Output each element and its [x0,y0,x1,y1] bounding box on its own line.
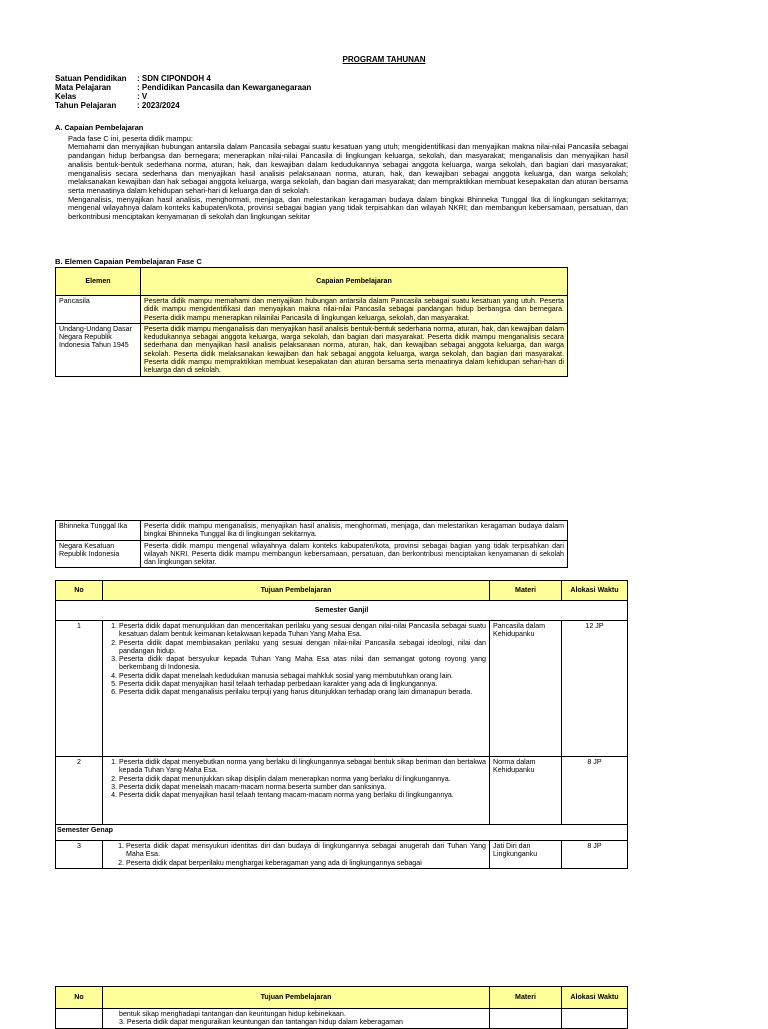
tujuan-cell [103,757,490,825]
semester-genap-label: Semester Genap [56,825,628,841]
tujuan-table-continued [55,986,628,1029]
identity-label: Satuan Pendidikan [55,74,127,83]
no-header: No [56,987,103,1009]
alokasi-cell: 12 JP [562,621,628,757]
elemen-table-continued [55,520,568,568]
identity-row [55,101,311,110]
identity-row [55,92,311,101]
list-item [119,1018,486,1026]
list-item: 1. Peserta didik dapat menunjukkan dan menceritakan perilaku yang sesuai dengan nilai-nilai Pancasila sebagai suatu kesatuan dalam bentuk keimanan ketakwaan kepada Tuhan Yang Maha Esa. [119,622,486,639]
materi-cell: Jati Diri dan Lingkunganku [490,841,562,869]
tujuan-cell [103,1009,490,1029]
materi-header: Materi [490,581,562,601]
no-cell: 2 [56,757,103,825]
materi-header: Materi [490,987,562,1009]
table-row [56,323,568,376]
identity-value: : SDN CIPONDOH 4 [137,74,211,83]
list-text: Peserta didik dapat menguraikan keuntungan dan tantangan hidup dalam keberagaman [126,1018,403,1027]
elemen-cell: Negara Kesatuan Republik Indonesia [56,540,141,568]
list-item: 2. Peserta didik dapat membiasakan perilaku yang sesuai dengan nilai-nilai Pancasila sebagai ideologi, nilai dan pandangan hidup. [119,639,486,656]
table-row [56,540,568,568]
tujuan-cell [103,621,490,757]
list-item: 3. Peserta didik dapat bersyukur kepada Tuhan Yang Maha Esa atas nilai dan semangat gotong royong yang berkembang di Indonesia. [119,655,486,672]
list-number: 3. [119,1018,125,1027]
elemen-header: Elemen [56,268,141,296]
section-a-heading: A. Capaian Pembelajaran [55,123,144,132]
list-item: 5. Peserta didik dapat menyajikan hasil telaah terhadap perbedaan karakter yang ada di lingkungannya. [119,680,486,688]
no-cell: 1 [56,621,103,757]
materi-cell: Norma dalam Kehidupanku [490,757,562,825]
elemen-table [55,267,568,377]
capaian-cell: Peserta didik mampu memahami dan menyajikan hubungan antarsila dalam Pancasila sebagai suatu kesatuan yang utuh. Peserta didik mampu mengidentifikasi dan menyajikan makna nilai-nilai Pancasila sebagai pandangan hidup berbangsa dan bernegara. Peserta didik mampu menerapkan nilainilai Pancasila di lingkungan keluarga, sekolah, dan masyarakat. [141,296,568,324]
table-row [56,1009,628,1029]
list-item: 6. Peserta didik dapat menganalisis perilaku terpuji yang harus ditunjukkan terhadap orang lain dimanapun berada. [119,688,486,696]
elemen-cell: Undang-Undang Dasar Negara Republik Indonesia Tahun 1945 [56,323,141,376]
no-cell [56,1009,103,1029]
table-row [56,841,628,869]
identity-label: Kelas [55,92,77,101]
list-item: 1. Peserta didik dapat mensyukuri identitas diri dan budaya di lingkungannya sebagai anugerah dari Tuhan Yang Maha Esa. [126,842,486,859]
section-a-paragraph: Menganalisis, menyajikan hasil analisis, menghormati, menjaga, dan melestarikan keragaman budaya dalam bingkai Bhinneka Tunggal Ika di lingkungan sekitarnya; mengenal wilayahnya dalam konteks kabupaten/kota, provinsi sebagai bagian yang tidak terpisahkan dari wilayah NKRI; dan membangun kebersamaan, persatuan, dan berkontribusi menciptakan kenyamanan di sekolah dan lingkungan sekitar [68,194,628,222]
identity-row [55,74,311,83]
identity-row [55,83,311,92]
list-item: 1. Peserta didik dapat menyebutkan norma yang berlaku di lingkungannya sebagai bentuk sikap beriman dan bertakwa kepada Tuhan Yang Maha Esa. [119,758,486,775]
list-item: 4. Peserta didik dapat menyajikan hasil telaah tentang macam-macam norma yang berlaku di lingkungannya. [119,791,486,799]
materi-cell [490,1009,562,1029]
section-capaian [55,124,628,222]
alokasi-cell: 8 JP [562,841,628,869]
identity-label: Mata Pelajaran [55,83,112,92]
table-row [56,621,628,757]
capaian-header: Capaian Pembelajaran [141,268,568,296]
capaian-cell: Peserta didik mampu mengenal wilayahnya dalam konteks kabupaten/kota, provinsi sebagai bagian yang tidak terpisahkan dari wilayah NKRI. Peserta didik mampu membangun kebersamaan, persatuan, dan berkontribusi menciptakan kenyamanan di sekolah dan lingkungan sekitar. [141,540,568,568]
elemen-cell: Bhinneka Tunggal Ika [56,521,141,541]
tujuan-table [55,580,628,869]
capaian-cell: Peserta didik mampu menganalisis dan menyajikan hasil analisis bentuk-bentuk sederhana norma, aturan, hak, dan kewajiban dalam kedudukannya sebagai anggota keluarga, warga sekolah, dan bagian dari masyarakat. Peserta didik mampu menganalisis secara sederhana dan menyajikan hasil analisis pelaksanaan norma, aturan, hak, dan kewajiban sebagai anggota keluarga, dan warga sekolah. Peserta didik melaksanakan kewajiban dan hak sebagai anggota keluarga, warga sekolah, dan bagian dari masyarakat. Peserta didik mampu mempraktikkan membuat kesepakatan dan aturan bersama serta menaatinya dalam kehidupan sehari-hari di keluarga dan di sekolah. [141,323,568,376]
identity-value: : 2023/2024 [137,101,180,110]
section-a-paragraph: Memahami dan menyajikan hubungan antarsila dalam Pancasila sebagai suatu kesatuan yang utuh; mengidentifikasi dan menyajikan makna nilai-nilai Pancasila sebagai pandangan hidup berbangsa dan bernegara; menerapkan nilai-nilai Pancasila di lingkungan keluarga, sekolah, dan masyarakat; menganalisis dan menyajikan hasil analisis bentuk-bentuk sederhana norma, aturan, hak, dan kewajiban dalam kedudukannya sebagai anggota keluarga, warga sekolah, dan bagian dari masyarakat; menganalisis secara sederhana dan menyajikan hasil analisis pelaksanaan norma, aturan, hak, dan kewajiban sebagai anggota keluarga, dan warga sekolah; melaksanakan kewajiban dan hak sebagai anggota keluarga, warga sekolah, dan bagian dari masyarakat; dan mempraktikkan membuat kesepakatan dan aturan bersama serta menaatinya dalam kehidupan sehari-hari di keluarga dan di sekolah. [68,142,628,195]
tujuan-header: Tujuan Pembelajaran [103,987,490,1009]
materi-cell: Pancasila dalam Kehidupanku [490,621,562,757]
section-b-heading: B. Elemen Capaian Pembelajaran Fase C [55,257,202,266]
no-cell: 3 [56,841,103,869]
table-row [56,296,568,324]
semester-ganjil-label: Semester Ganjil [56,601,628,621]
identity-value: : Pendidikan Pancasila dan Kewarganegaraan [137,83,312,92]
table-row [56,757,628,825]
capaian-cell: Peserta didik mampu menganalisis, menyajikan hasil analisis, menghormati, menjaga, dan melestarikan keragaman budaya dalam bingkai Bhinneka Tunggal Ika di lingkungan sekitarnya. [141,521,568,541]
tujuan-cell [103,841,490,869]
list-item: bentuk sikap menghadapi tantangan dan keuntungan hidup kebinekaan. [119,1010,346,1018]
alokasi-cell [562,1009,628,1029]
no-header: No [56,581,103,601]
alokasi-header: Alokasi Waktu [562,987,628,1009]
elemen-cell: Pancasila [56,296,141,324]
alokasi-header: Alokasi Waktu [562,581,628,601]
alokasi-cell: 8 JP [562,757,628,825]
list-item: 2. Peserta didik dapat berperilaku menghargai keberagaman yang ada di lingkungannya sebagai [126,859,486,867]
tujuan-header: Tujuan Pembelajaran [103,581,490,601]
section-a-paragraph: Pada fase C ini, peserta didik mampu: [68,133,193,143]
identity-block [55,74,311,110]
identity-value: : V [137,92,148,101]
section-a-body [68,135,628,222]
identity-label: Tahun Pelajaran [55,101,117,110]
list-item: 3. Peserta didik dapat menelaah macam-macam norma beserta sumber dan sanksinya. [119,783,486,791]
table-row [56,521,568,541]
page-title: PROGRAM TAHUNAN [342,55,426,64]
list-item: 2. Peserta didik dapat menunjukkan sikap disiplin dalam menerapkan norma yang berlaku di lingkungannya. [119,775,486,783]
list-item: 4. Peserta didik dapat menelaah kedudukan manusia sebagai mahkluk sosial yang membutuhkan orang lain. [119,672,486,680]
